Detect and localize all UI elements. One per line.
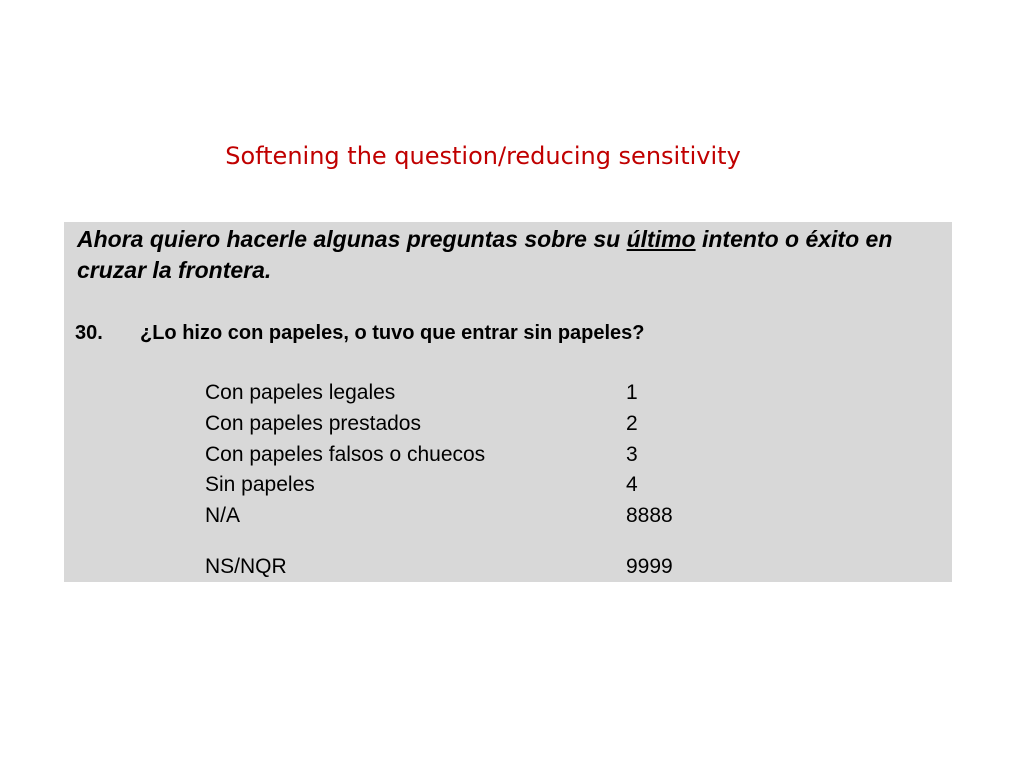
answer-option-label: Con papeles prestados	[205, 412, 421, 435]
answer-option-label: Con papeles falsos o chuecos	[205, 443, 486, 466]
answer-option-code: 1	[626, 381, 638, 404]
answer-option-code: 9999	[626, 555, 673, 578]
answer-option	[205, 381, 805, 411]
question-text: ¿Lo hizo con papeles, o tuvo que entrar sin papeles?	[140, 322, 645, 344]
answer-option-label: Con papeles legales	[205, 381, 396, 404]
intro-text	[77, 224, 947, 286]
answer-option	[205, 443, 805, 473]
answer-option	[205, 555, 805, 585]
intro-text-end: intento o éxito en cruzar la frontera.	[77, 226, 893, 283]
answer-option-code: 3	[626, 443, 638, 466]
answer-option-code: 4	[626, 473, 638, 496]
question-number: 30.	[75, 322, 103, 344]
answer-option-label: Sin papeles	[205, 473, 315, 496]
answer-option-label: NS/NQR	[205, 555, 287, 578]
answer-option-label: N/A	[205, 504, 241, 527]
answer-option	[205, 473, 805, 503]
answer-option-code: 8888	[626, 504, 673, 527]
answer-option	[205, 412, 805, 442]
answer-option	[205, 504, 805, 534]
answer-option-code: 2	[626, 412, 638, 435]
slide-title: Softening the question/reducing sensitivity	[225, 142, 741, 170]
intro-text-start: Ahora quiero hacerle algunas preguntas sobre su	[77, 226, 627, 252]
intro-emphasis: último	[626, 226, 696, 252]
question-box	[64, 222, 952, 582]
